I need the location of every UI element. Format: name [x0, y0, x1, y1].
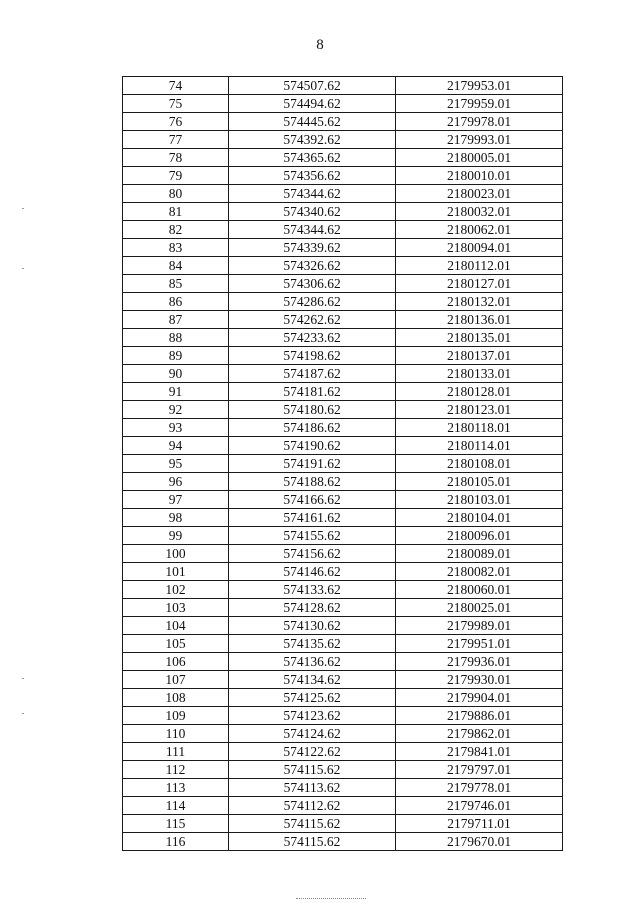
page-number: 8	[316, 37, 324, 53]
y-coordinate-cell: 2180132.01	[396, 293, 563, 311]
y-coordinate-cell: 2180114.01	[396, 437, 563, 455]
table-row	[123, 545, 563, 563]
x-coordinate-cell: 574135.62	[229, 635, 396, 653]
scan-speck	[22, 268, 24, 269]
table-row	[123, 203, 563, 221]
x-coordinate-cell: 574166.62	[229, 491, 396, 509]
x-coordinate-cell: 574180.62	[229, 401, 396, 419]
table-row	[123, 239, 563, 257]
x-coordinate-cell: 574115.62	[229, 833, 396, 851]
y-coordinate-cell: 2180025.01	[396, 599, 563, 617]
table-row	[123, 617, 563, 635]
point-number-cell: 86	[123, 293, 229, 311]
scan-speck	[22, 713, 24, 714]
point-number-cell: 87	[123, 311, 229, 329]
y-coordinate-cell: 2180105.01	[396, 473, 563, 491]
table-row	[123, 815, 563, 833]
y-coordinate-cell: 2180062.01	[396, 221, 563, 239]
y-coordinate-cell: 2179978.01	[396, 113, 563, 131]
x-coordinate-cell: 574344.62	[229, 221, 396, 239]
x-coordinate-cell: 574507.62	[229, 77, 396, 95]
table-row	[123, 311, 563, 329]
x-coordinate-cell: 574198.62	[229, 347, 396, 365]
x-coordinate-cell: 574187.62	[229, 365, 396, 383]
table-row	[123, 185, 563, 203]
x-coordinate-cell: 574190.62	[229, 437, 396, 455]
coordinates-table-body	[123, 77, 563, 851]
x-coordinate-cell: 574344.62	[229, 185, 396, 203]
point-number-cell: 105	[123, 635, 229, 653]
point-number-cell: 113	[123, 779, 229, 797]
y-coordinate-cell: 2179886.01	[396, 707, 563, 725]
point-number-cell: 98	[123, 509, 229, 527]
x-coordinate-cell: 574115.62	[229, 761, 396, 779]
x-coordinate-cell: 574188.62	[229, 473, 396, 491]
table-row	[123, 167, 563, 185]
x-coordinate-cell: 574339.62	[229, 239, 396, 257]
x-coordinate-cell: 574136.62	[229, 653, 396, 671]
x-coordinate-cell: 574233.62	[229, 329, 396, 347]
x-coordinate-cell: 574262.62	[229, 311, 396, 329]
y-coordinate-cell: 2179953.01	[396, 77, 563, 95]
x-coordinate-cell: 574146.62	[229, 563, 396, 581]
point-number-cell: 115	[123, 815, 229, 833]
table-row	[123, 725, 563, 743]
y-coordinate-cell: 2180103.01	[396, 491, 563, 509]
y-coordinate-cell: 2179936.01	[396, 653, 563, 671]
y-coordinate-cell: 2180089.01	[396, 545, 563, 563]
x-coordinate-cell: 574365.62	[229, 149, 396, 167]
x-coordinate-cell: 574161.62	[229, 509, 396, 527]
table-row	[123, 419, 563, 437]
table-row	[123, 221, 563, 239]
y-coordinate-cell: 2179746.01	[396, 797, 563, 815]
point-number-cell: 114	[123, 797, 229, 815]
y-coordinate-cell: 2180118.01	[396, 419, 563, 437]
table-row	[123, 509, 563, 527]
point-number-cell: 96	[123, 473, 229, 491]
table-row	[123, 77, 563, 95]
y-coordinate-cell: 2180133.01	[396, 365, 563, 383]
y-coordinate-cell: 2179989.01	[396, 617, 563, 635]
x-coordinate-cell: 574133.62	[229, 581, 396, 599]
point-number-cell: 93	[123, 419, 229, 437]
point-number-cell: 75	[123, 95, 229, 113]
coordinates-table	[122, 76, 563, 851]
table-row	[123, 491, 563, 509]
y-coordinate-cell: 2180108.01	[396, 455, 563, 473]
x-coordinate-cell: 574306.62	[229, 275, 396, 293]
point-number-cell: 103	[123, 599, 229, 617]
table-row	[123, 761, 563, 779]
point-number-cell: 95	[123, 455, 229, 473]
y-coordinate-cell: 2180104.01	[396, 509, 563, 527]
point-number-cell: 78	[123, 149, 229, 167]
table-row	[123, 779, 563, 797]
y-coordinate-cell: 2179841.01	[396, 743, 563, 761]
x-coordinate-cell: 574155.62	[229, 527, 396, 545]
point-number-cell: 82	[123, 221, 229, 239]
table-row	[123, 599, 563, 617]
point-number-cell: 106	[123, 653, 229, 671]
table-row	[123, 635, 563, 653]
point-number-cell: 84	[123, 257, 229, 275]
table-row	[123, 275, 563, 293]
point-number-cell: 85	[123, 275, 229, 293]
x-coordinate-cell: 574134.62	[229, 671, 396, 689]
x-coordinate-cell: 574125.62	[229, 689, 396, 707]
point-number-cell: 112	[123, 761, 229, 779]
point-number-cell: 90	[123, 365, 229, 383]
point-number-cell: 99	[123, 527, 229, 545]
scan-edge-line	[296, 898, 366, 899]
x-coordinate-cell: 574340.62	[229, 203, 396, 221]
point-number-cell: 107	[123, 671, 229, 689]
x-coordinate-cell: 574156.62	[229, 545, 396, 563]
table-row	[123, 743, 563, 761]
table-row	[123, 671, 563, 689]
table-row	[123, 401, 563, 419]
point-number-cell: 110	[123, 725, 229, 743]
table-row	[123, 149, 563, 167]
y-coordinate-cell: 2179930.01	[396, 671, 563, 689]
table-row	[123, 383, 563, 401]
x-coordinate-cell: 574191.62	[229, 455, 396, 473]
x-coordinate-cell: 574445.62	[229, 113, 396, 131]
point-number-cell: 100	[123, 545, 229, 563]
x-coordinate-cell: 574130.62	[229, 617, 396, 635]
y-coordinate-cell: 2180010.01	[396, 167, 563, 185]
table-row	[123, 563, 563, 581]
y-coordinate-cell: 2179951.01	[396, 635, 563, 653]
y-coordinate-cell: 2180128.01	[396, 383, 563, 401]
table-row	[123, 347, 563, 365]
y-coordinate-cell: 2180082.01	[396, 563, 563, 581]
point-number-cell: 97	[123, 491, 229, 509]
point-number-cell: 77	[123, 131, 229, 149]
point-number-cell: 80	[123, 185, 229, 203]
y-coordinate-cell: 2180060.01	[396, 581, 563, 599]
point-number-cell: 102	[123, 581, 229, 599]
x-coordinate-cell: 574286.62	[229, 293, 396, 311]
y-coordinate-cell: 2180005.01	[396, 149, 563, 167]
scan-speck	[22, 678, 24, 679]
x-coordinate-cell: 574186.62	[229, 419, 396, 437]
point-number-cell: 79	[123, 167, 229, 185]
point-number-cell: 116	[123, 833, 229, 851]
y-coordinate-cell: 2179711.01	[396, 815, 563, 833]
x-coordinate-cell: 574326.62	[229, 257, 396, 275]
point-number-cell: 81	[123, 203, 229, 221]
point-number-cell: 94	[123, 437, 229, 455]
x-coordinate-cell: 574128.62	[229, 599, 396, 617]
point-number-cell: 111	[123, 743, 229, 761]
point-number-cell: 88	[123, 329, 229, 347]
x-coordinate-cell: 574112.62	[229, 797, 396, 815]
y-coordinate-cell: 2179670.01	[396, 833, 563, 851]
y-coordinate-cell: 2179904.01	[396, 689, 563, 707]
table-row	[123, 689, 563, 707]
y-coordinate-cell: 2180023.01	[396, 185, 563, 203]
table-row	[123, 653, 563, 671]
table-row	[123, 527, 563, 545]
y-coordinate-cell: 2179862.01	[396, 725, 563, 743]
y-coordinate-cell: 2180135.01	[396, 329, 563, 347]
table-row	[123, 707, 563, 725]
table-row	[123, 113, 563, 131]
table-row	[123, 257, 563, 275]
x-coordinate-cell: 574113.62	[229, 779, 396, 797]
x-coordinate-cell: 574124.62	[229, 725, 396, 743]
y-coordinate-cell: 2180123.01	[396, 401, 563, 419]
x-coordinate-cell: 574123.62	[229, 707, 396, 725]
table-row	[123, 365, 563, 383]
point-number-cell: 104	[123, 617, 229, 635]
y-coordinate-cell: 2180094.01	[396, 239, 563, 257]
table-row	[123, 473, 563, 491]
table-row	[123, 131, 563, 149]
point-number-cell: 92	[123, 401, 229, 419]
table-row	[123, 581, 563, 599]
y-coordinate-cell: 2180136.01	[396, 311, 563, 329]
y-coordinate-cell: 2180112.01	[396, 257, 563, 275]
x-coordinate-cell: 574392.62	[229, 131, 396, 149]
y-coordinate-cell: 2179993.01	[396, 131, 563, 149]
x-coordinate-cell: 574494.62	[229, 95, 396, 113]
y-coordinate-cell: 2179778.01	[396, 779, 563, 797]
point-number-cell: 74	[123, 77, 229, 95]
point-number-cell: 108	[123, 689, 229, 707]
point-number-cell: 109	[123, 707, 229, 725]
y-coordinate-cell: 2180137.01	[396, 347, 563, 365]
x-coordinate-cell: 574356.62	[229, 167, 396, 185]
y-coordinate-cell: 2180127.01	[396, 275, 563, 293]
table-row	[123, 833, 563, 851]
table-row	[123, 293, 563, 311]
y-coordinate-cell: 2179959.01	[396, 95, 563, 113]
table-row	[123, 797, 563, 815]
x-coordinate-cell: 574181.62	[229, 383, 396, 401]
point-number-cell: 101	[123, 563, 229, 581]
table-row	[123, 95, 563, 113]
y-coordinate-cell: 2180032.01	[396, 203, 563, 221]
y-coordinate-cell: 2180096.01	[396, 527, 563, 545]
table-row	[123, 437, 563, 455]
point-number-cell: 89	[123, 347, 229, 365]
x-coordinate-cell: 574115.62	[229, 815, 396, 833]
point-number-cell: 76	[123, 113, 229, 131]
point-number-cell: 83	[123, 239, 229, 257]
x-coordinate-cell: 574122.62	[229, 743, 396, 761]
table-row	[123, 329, 563, 347]
table-row	[123, 455, 563, 473]
y-coordinate-cell: 2179797.01	[396, 761, 563, 779]
scan-speck	[22, 208, 24, 209]
point-number-cell: 91	[123, 383, 229, 401]
